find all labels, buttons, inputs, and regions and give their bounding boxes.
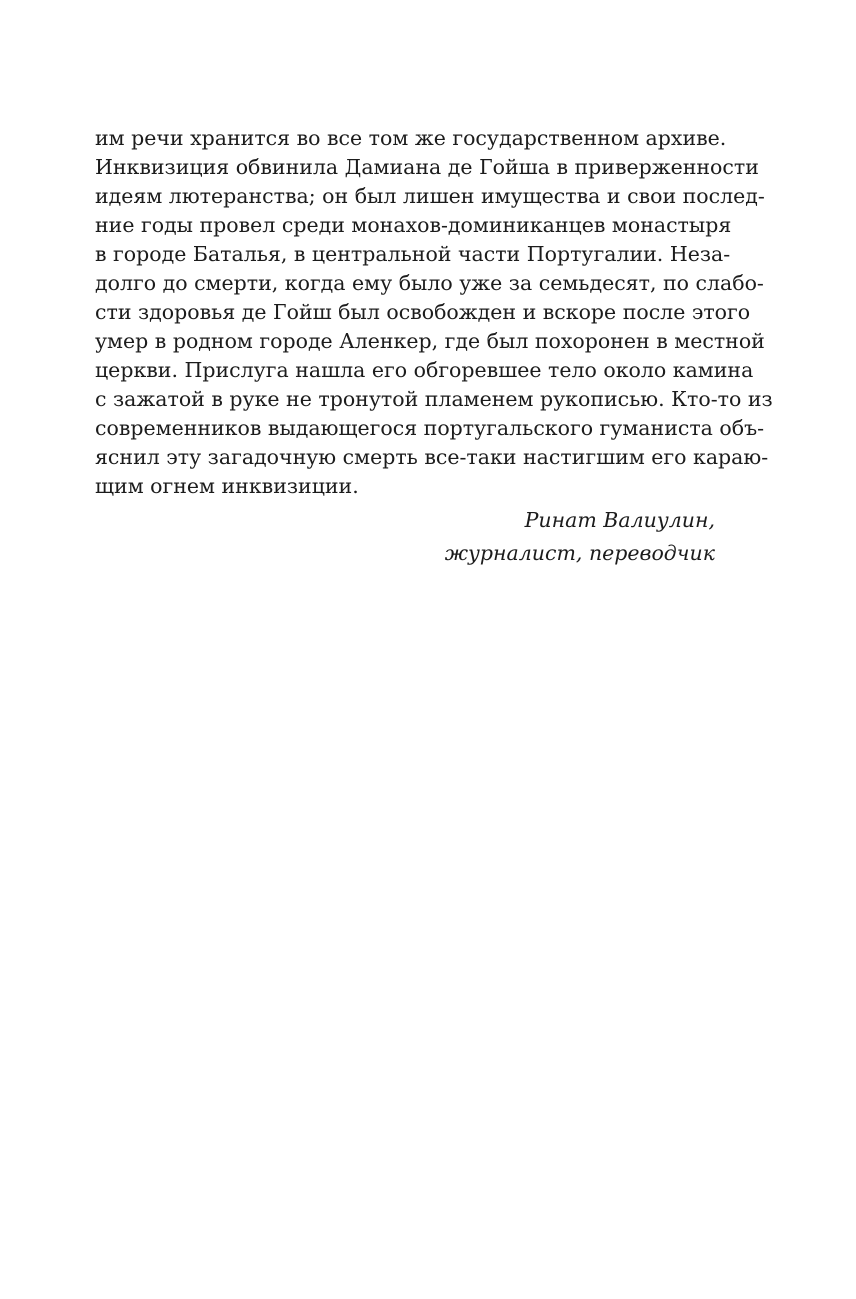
text-line: умер в родном городе Аленкер, где был похоронен в местной [95, 329, 765, 353]
text-line: ние годы провел среди монахов-доминиканцев монастыря [95, 213, 732, 237]
author-name: Ринат Валиулин, [524, 508, 715, 532]
author-role: журналист, переводчик [444, 541, 715, 565]
text-line: яснил эту загадочную смерть все-таки настигшим его караю- [95, 445, 769, 469]
text-line: в городе Баталья, в центральной части Португалии. Неза- [95, 242, 731, 266]
text-line: им речи хранится во все том же государственном архиве. [95, 126, 727, 150]
text-line-last: щим огнем инквизиции. [95, 474, 359, 498]
text-line: с зажатой в руке не тронутой пламенем рукописью. Кто-то из [95, 387, 773, 411]
text-line: долго до смерти, когда ему было уже за семьдесят, по слабо- [95, 271, 764, 295]
author-signature [315, 504, 715, 570]
body-text [95, 124, 773, 501]
text-line: сти здоровья де Гойш был освобожден и вскоре после этого [95, 300, 751, 324]
text-line: идеям лютеранства; он был лишен имущества и свои послед- [95, 184, 765, 208]
text-line: современников выдающегося португальского гуманиста объ- [95, 416, 765, 440]
text-line: Инквизиция обвинила Дамиана де Гойша в приверженности [95, 155, 759, 179]
text-line: церкви. Прислуга нашла его обгоревшее тело около камина [95, 358, 754, 382]
